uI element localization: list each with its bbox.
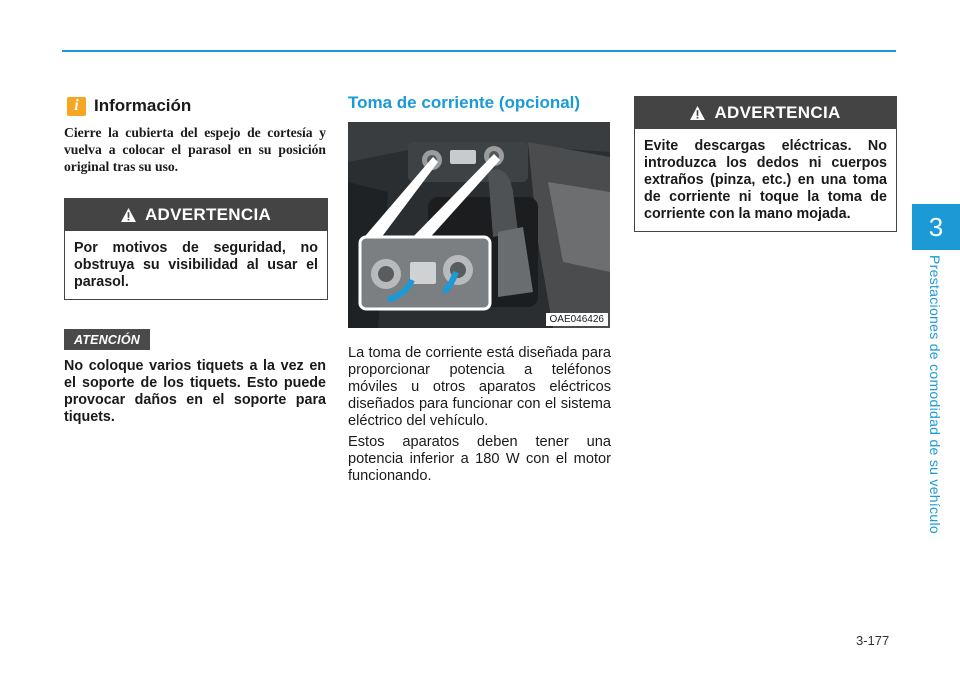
chapter-title: Prestaciones de comodidad de su vehículo [927,255,943,534]
power-outlet-photo [348,122,610,328]
warning-body: Por motivos de seguridad, no obstruya su visibilidad al usar el parasol. [74,240,318,290]
console-illustration [348,122,610,328]
warning-header [635,97,896,129]
warning-box-sunvisor [64,198,328,300]
info-icon: i [67,97,86,116]
image-code: OAE046426 [546,313,609,326]
chapter-number: 3 [928,211,944,242]
section-title: Toma de corriente (opcional) [348,93,581,112]
warning-box-outlet [634,96,897,232]
info-heading [67,96,191,116]
caution-body: No coloque varios tiquets a la vez en el soporte de los tiquets. Esto puede provocar daños en el soporte para tiquets. [64,358,326,425]
top-rule [62,50,896,52]
warning-title: ADVERTENCIA [714,103,841,122]
warning-header [65,199,327,231]
chapter-tab [912,204,960,250]
info-title: Información [94,96,192,115]
warning-body: Evite descargas eléctricas. No introduzca los dedos ni cuerpos extraños (pinza, etc.) en una toma de corriente ni toque la toma de corriente con la mano mojada. [644,138,887,222]
info-body: Cierre la cubierta del espejo de cortesía y vuelva a colocar el parasol en su posición original tras su uso. [64,125,326,174]
warning-triangle-icon [690,106,705,120]
body-paragraph-2: Estos aparatos deben tener una potencia inferior a 180 W con el motor funcionando. [348,434,611,484]
page-number: 3-177 [856,633,890,648]
warning-title: ADVERTENCIA [144,205,272,224]
warning-triangle-icon [121,208,136,222]
caution-badge: ATENCIÓN [64,329,150,350]
body-paragraph-1: La toma de corriente está diseñada para proporcionar potencia a teléfonos móviles u otros aparatos eléctricos diseñados para funcionar con el sistema eléctrico del vehículo. [348,345,611,429]
